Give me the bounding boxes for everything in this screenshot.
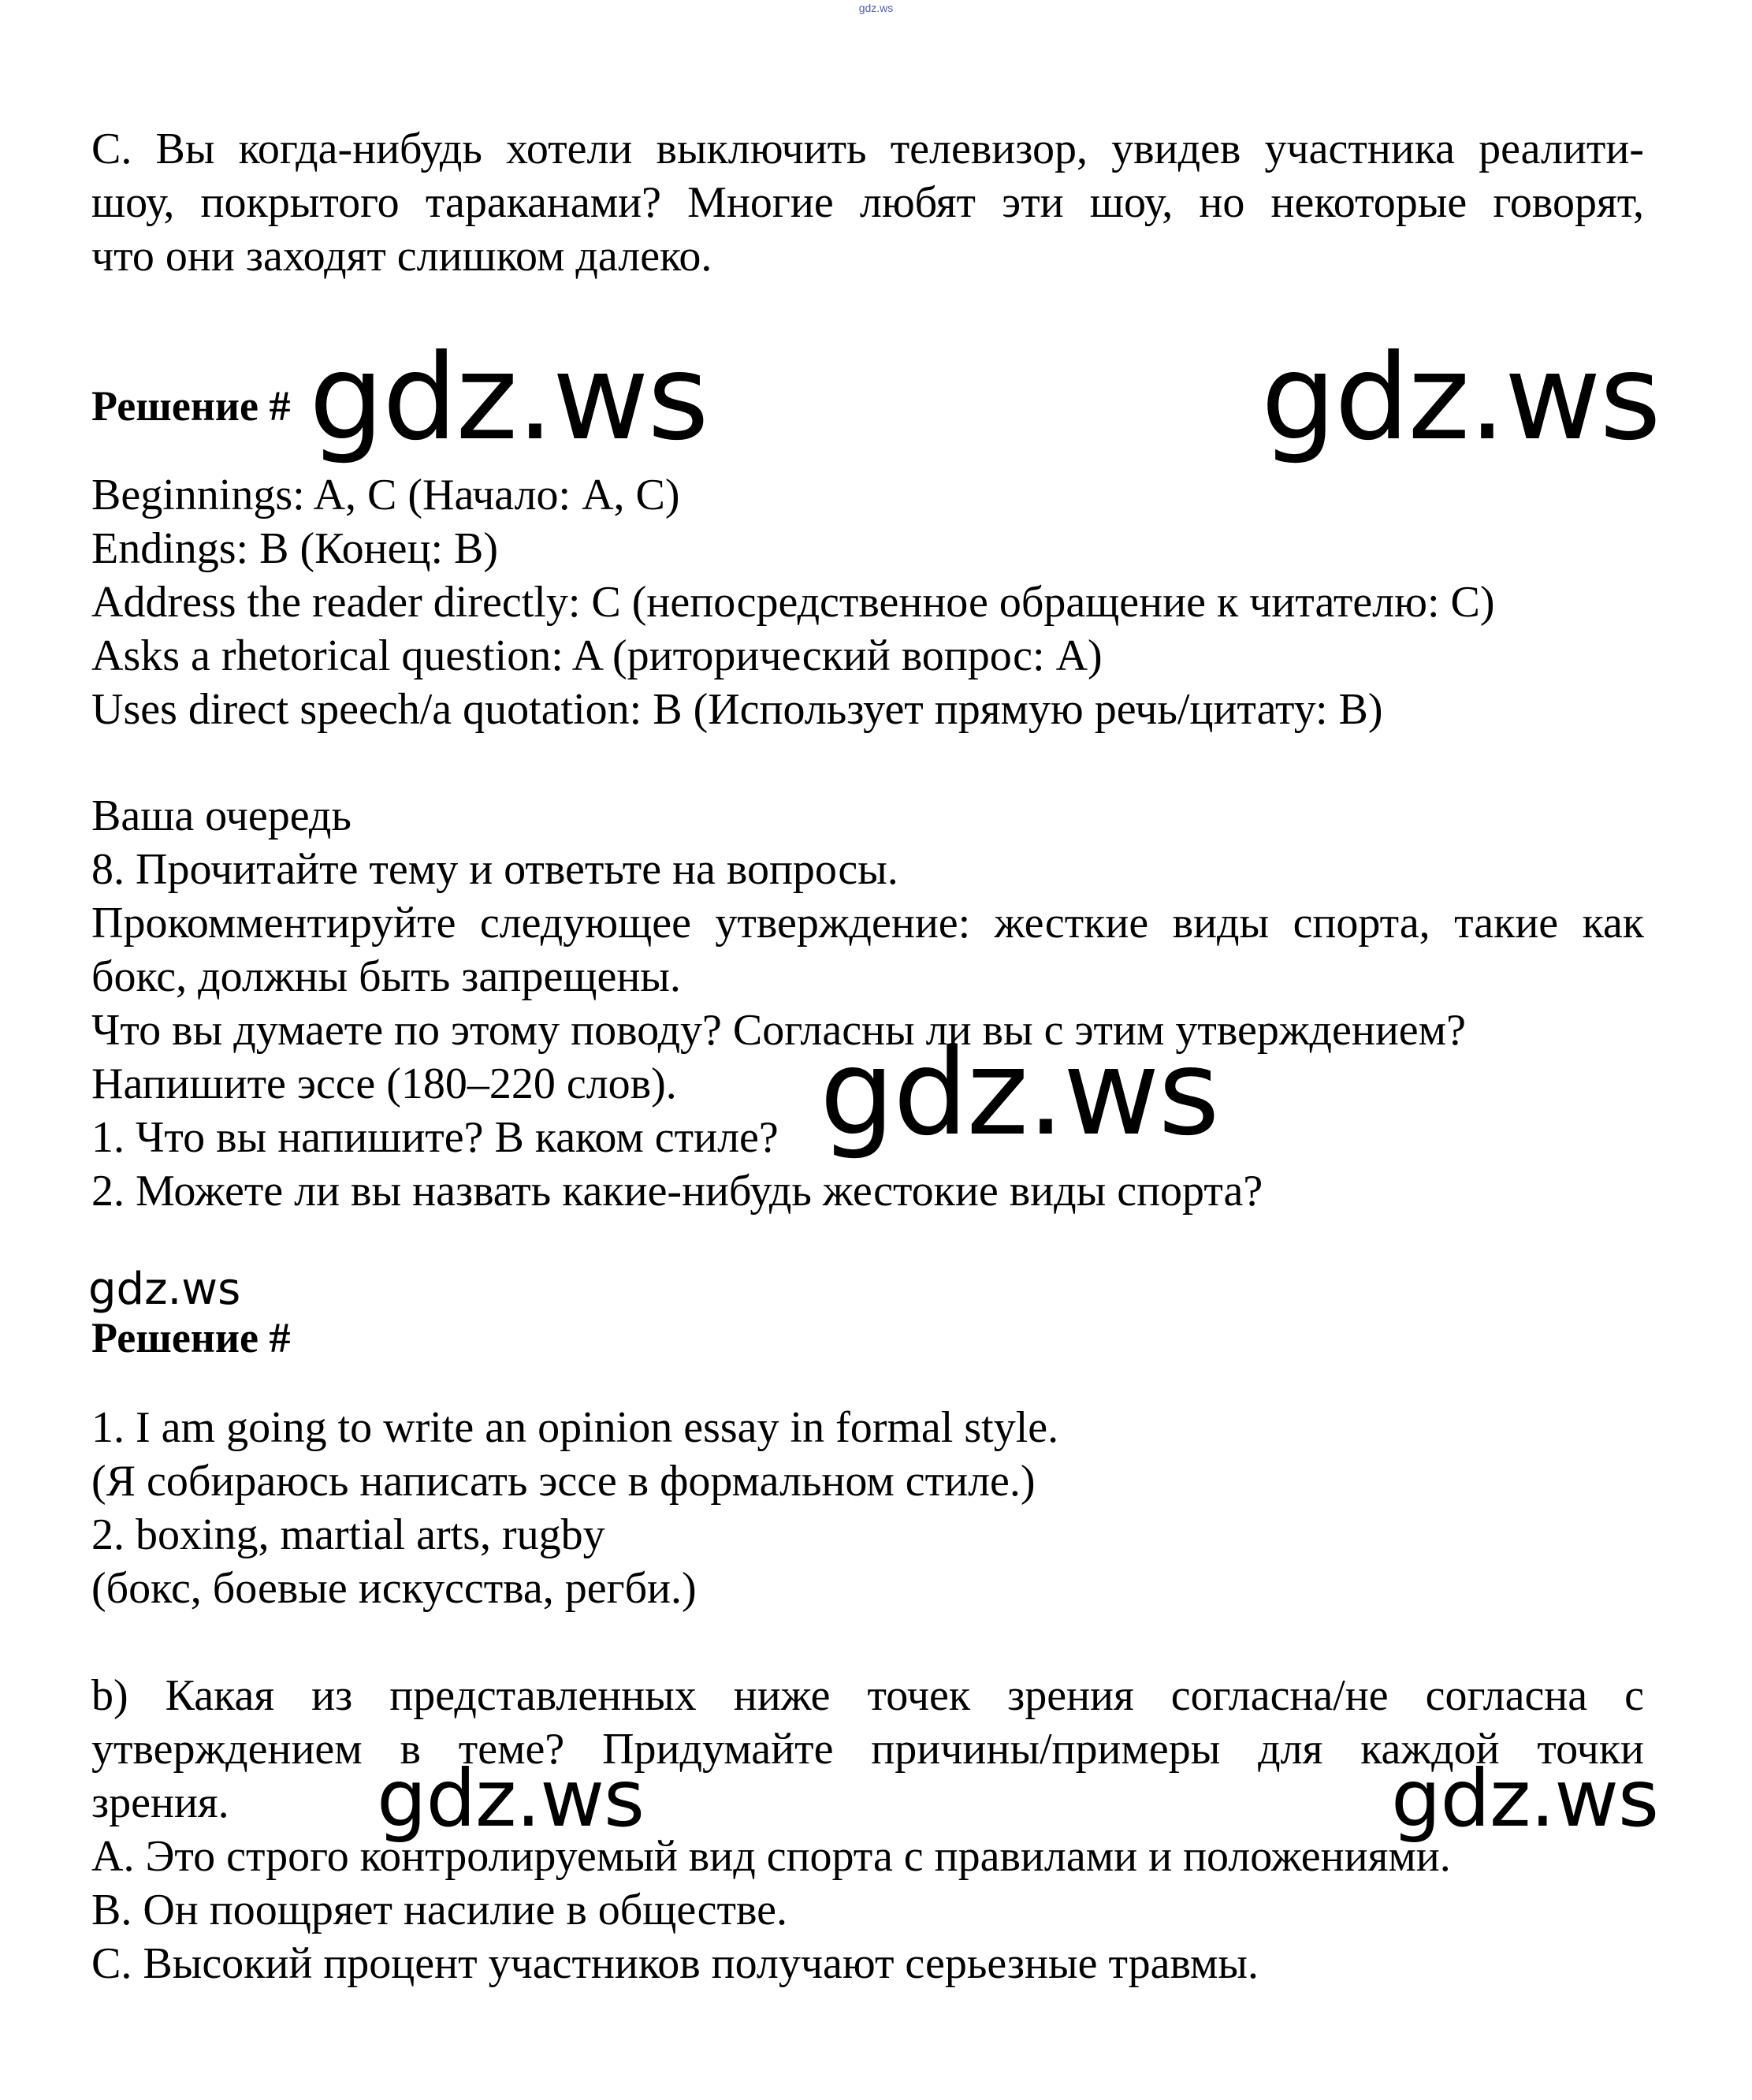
task-line-6: Напишите эссе (180–220 слов). (91, 1059, 677, 1108)
intro-line-3: что они заходят слишком далеко. (91, 232, 712, 281)
solution-1-line-2: Endings: B (Конец: B) (91, 524, 499, 573)
top-watermark: gdz.ws (858, 2, 894, 14)
task-b-line-6: C. Высокий процент участников получают серьезные травмы. (91, 1939, 1259, 1988)
solution-2-line-2: (Я собираюсь написать эссе в формальном стиле.) (91, 1457, 1036, 1506)
intro-line-2: шоу, покрытого тараканами? Многие любят эти шоу, но некоторые говорят, (91, 178, 1644, 227)
solution-1-heading: Решение # (91, 382, 291, 430)
watermark-3: gdz.ws (820, 1025, 1218, 1162)
task-b-line-4: A. Это строго контролируемый вид спорта с правилами и положениями. (91, 1832, 1451, 1881)
solution-1-line-3: Address the reader directly: C (непосредственное обращение к читателю: C) (91, 578, 1495, 627)
task-line-5: Что вы думаете по этому поводу? Согласны ли вы с этим утверждением? (91, 1006, 1466, 1055)
solution-1-line-1: Beginnings: A, C (Начало: A, C) (91, 471, 680, 519)
task-line-4: бокс, должны быть запрещены. (91, 952, 681, 1001)
task-b-line-2: утверждением в теме? Придумайте причины/примеры для каждой точки (91, 1725, 1644, 1774)
watermark-2: gdz.ws (1261, 330, 1660, 467)
task-line-3: Прокомментируйте следующее утверждение: жесткие виды спорта, такие как (91, 899, 1644, 948)
intro-line-1: C. Вы когда-нибудь хотели выключить телевизор, увидев участника реалити- (91, 125, 1644, 173)
solution-2-line-4: (бокс, боевые искусства, регби.) (91, 1564, 697, 1613)
task-b-line-3: зрения. (91, 1778, 229, 1827)
task-line-1: Ваша очередь (91, 791, 352, 840)
solution-2-line-1: 1. I am going to write an opinion essay in formal style. (91, 1403, 1059, 1452)
task-line-2: 8. Прочитайте тему и ответьте на вопросы. (91, 845, 898, 894)
solution-1-line-5: Uses direct speech/a quotation: B (Использует прямую речь/цитату: B) (91, 685, 1383, 734)
watermark-5: gdz.ws (377, 1752, 645, 1845)
watermark-1: gdz.ws (309, 330, 708, 467)
solution-1-line-4: Asks a rhetorical question: A (риторический вопрос: A) (91, 631, 1103, 680)
watermark-6: gdz.ws (1391, 1752, 1659, 1845)
solution-2-heading: Решение # (91, 1314, 291, 1361)
task-b-line-1: b) Какая из представленных ниже точек зрения согласна/не согласна с (91, 1671, 1644, 1720)
task-b-line-5: B. Он поощряет насилие в обществе. (91, 1886, 787, 1934)
task-line-8: 2. Можете ли вы назвать какие-нибудь жестокие виды спорта? (91, 1167, 1263, 1216)
task-line-7: 1. Что вы напишите? В каком стиле? (91, 1113, 779, 1162)
solution-2-line-3: 2. boxing, martial arts, rugby (91, 1510, 605, 1559)
watermark-4: gdz.ws (88, 1264, 241, 1315)
